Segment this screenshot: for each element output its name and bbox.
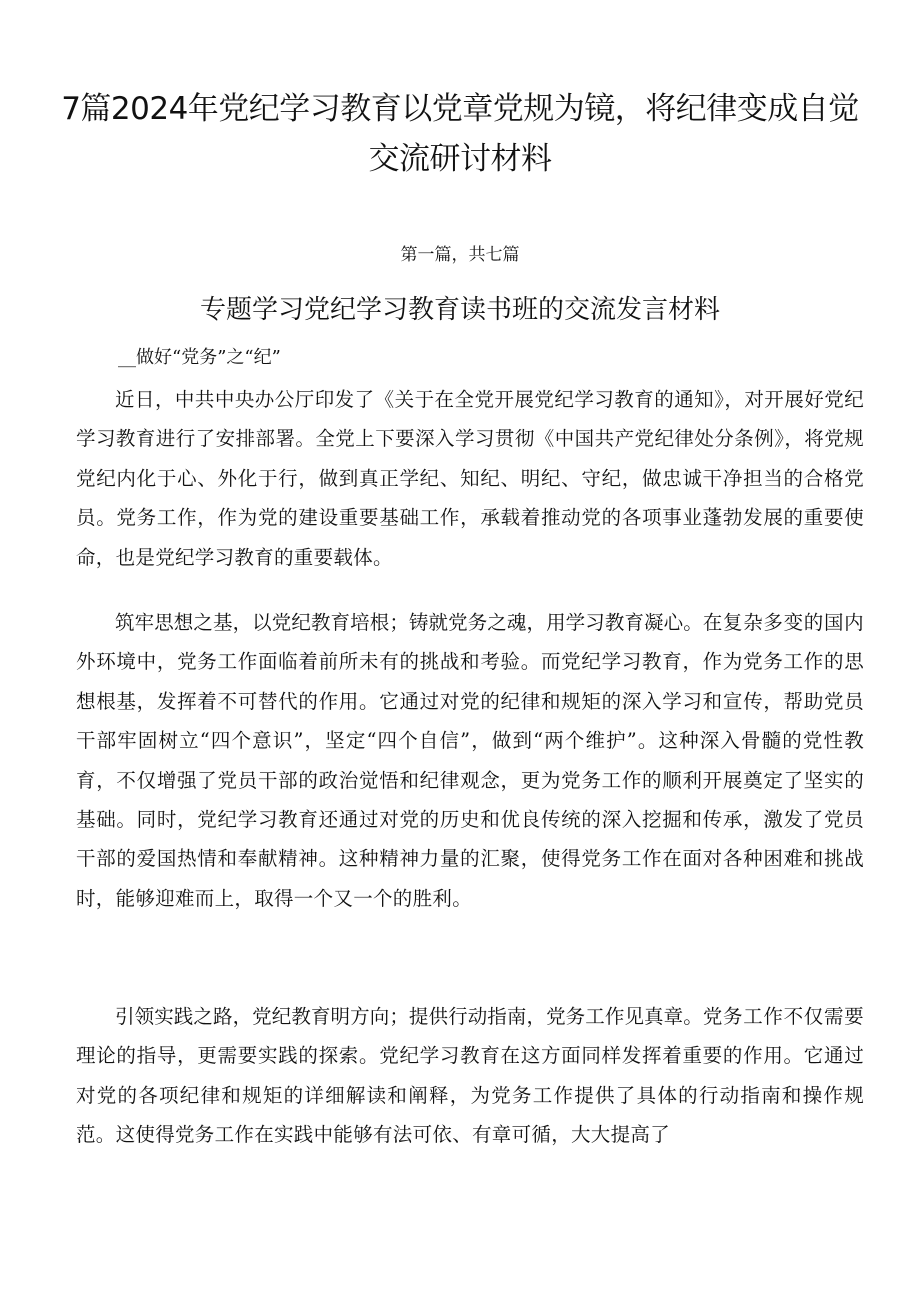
- paragraph-lead: 引领实践之路，党纪教育明方向；提供行动指南，党务工作见真章。: [115, 1005, 703, 1028]
- body-paragraph-2: [76, 603, 864, 918]
- paragraph-text: 党务工作不仅需要理论的指导，更需要实践的探索。党纪学习教育在这方面同样发挥着重要的作用。它通过对党的各项纪律和规矩的详细解读和阐释，为党务工作提供了具体的行动指南和操作规范。这使得党务工作在实践中能够有法可依、有章可循，大大提高了: [76, 1005, 864, 1147]
- paragraph-text: 近日，中共中央办公厅印发了《关于在全党开展党纪学习教育的通知》，对开展好党纪学习教育进行了安排部署。全党上下要深入学习贯彻《中国共产党纪律处分条例》，将党规党纪内化于心、外化于行，做到真正学纪、知纪、明纪、守纪，做忠诚干净担当的合格党员。党务工作，作为党的建设重要基础工作，承载着推动党的各项事业蓬勃发展的重要使命，也是党纪学习教育的重要载体。: [76, 388, 864, 569]
- document-title: 7篇2024年党纪学习教育以党章党规为镜，将纪律变成自觉交流研讨材料: [61, 91, 859, 177]
- body-paragraph-1: [76, 380, 864, 577]
- paragraph-text: 在复杂多变的国内外环境中，党务工作面临着前所未有的挑战和考验。而党纪学习教育，作为党务工作的思想根基，发挥着不可替代的作用。它通过对党的纪律和规矩的深入学习和宣传，帮助党员干部牢固树立“四个意识”，坚定“四个自信”，做到“两个维护”。这种深入骨髓的党性教育，不仅增强了党员干部的政治觉悟和纪律观念，更为党务工作的顺利开展奠定了坚实的基础。同时，党纪学习教育还通过对党的历史和优良传统的深入挖掘和传承，激发了党员干部的爱国热情和奉献精神。这种精神力量的汇聚，使得党务工作在面对各种困难和挑战时，能够迎难而上，取得一个又一个的胜利。: [76, 611, 864, 910]
- section-label: 第一篇，共七篇: [400, 245, 520, 265]
- subheading: __做好“党务”之“纪”: [118, 347, 281, 368]
- paragraph-lead: 筑牢思想之基，以党纪教育培根；铸就党务之魂，用学习教育凝心。: [115, 611, 703, 634]
- body-paragraph-3: [76, 997, 864, 1155]
- section-heading: 专题学习党纪学习教育读书班的交流发言材料: [199, 295, 720, 325]
